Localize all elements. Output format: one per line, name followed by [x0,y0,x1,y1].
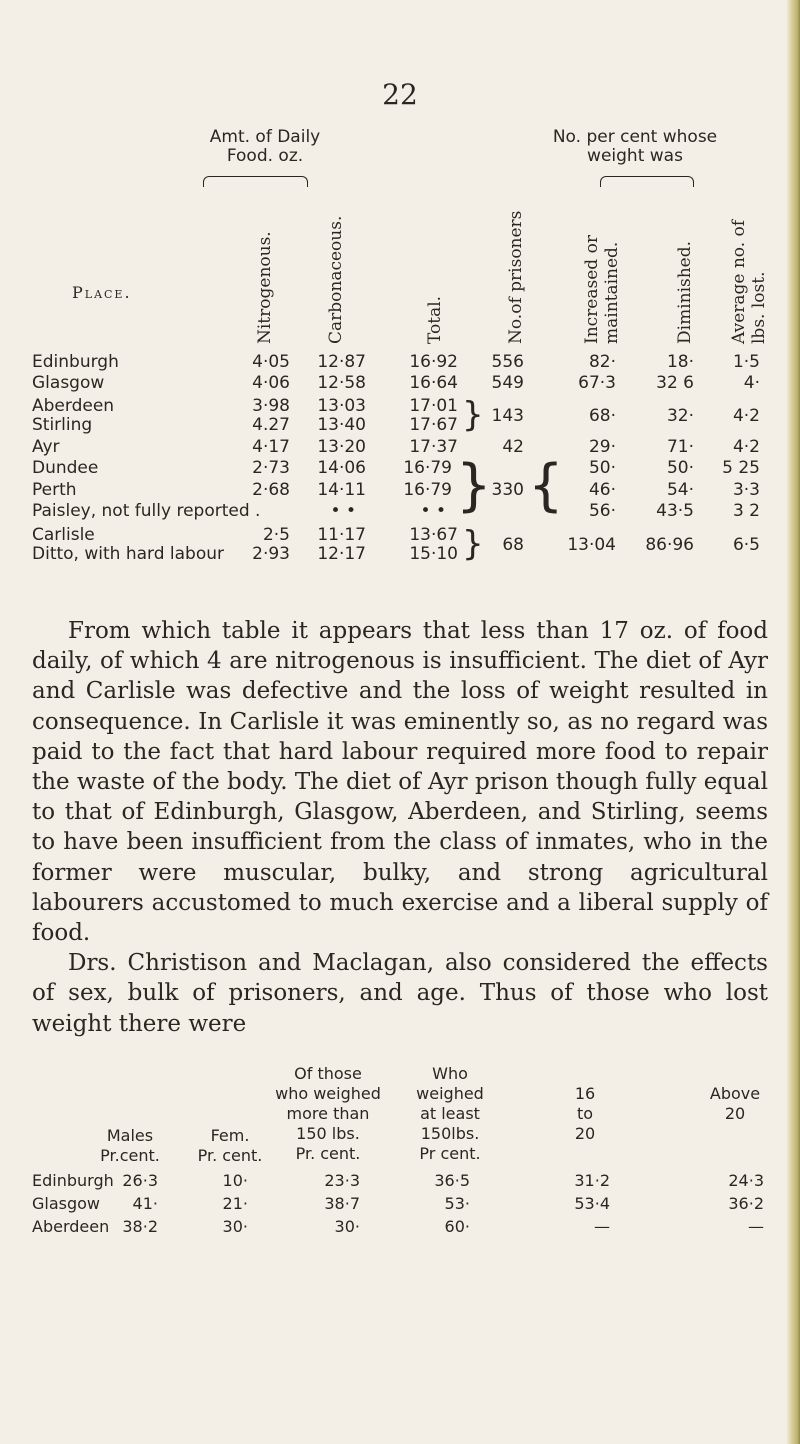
carbo-cell: 13·40 [317,415,366,435]
row-place: Carlisle [32,525,95,545]
brace-dundee-paisley-left: } [456,453,492,518]
average-cell: 4·2 [732,437,760,457]
carbonaceous-column-header: Carbonaceous. [326,215,346,344]
nitro-cell: 3·98 [252,396,290,416]
fem-cell: 30· [222,1217,248,1236]
nitro-cell: 2·5 [262,525,290,545]
males-cell: 38·2 [122,1217,158,1236]
average-cell: 5 25 [722,458,760,478]
row-place: Edinburgh [32,352,119,372]
nitrogenous-column-header: Nitrogenous. [255,231,275,344]
total-cell: 16·64 [409,373,458,393]
males-header: Males Pr.cent. [100,1126,160,1165]
average-cell: 4·2 [732,406,760,426]
prisoners-cell: 330 [491,480,524,500]
prisoners-cell: 143 [491,406,524,426]
carbo-cell: • • [330,501,356,521]
carbo-cell: 14·11 [317,480,366,500]
increased-cell: 46· [588,480,616,500]
nitro-cell: 4·17 [252,437,290,457]
males-cell: 26·3 [122,1171,158,1190]
diminished-cell: 71· [666,437,694,457]
above-20-header: Above 20 [709,1084,761,1123]
average-cell: 4· [743,373,760,393]
males-cell: 41· [132,1194,158,1213]
brace-carlisle: } [462,524,484,564]
total-column-header: Total. [425,295,445,344]
age16-cell: 53·4 [574,1194,610,1213]
diminished-cell: 32 6 [656,373,694,393]
fem-header: Fem. Pr. cent. [197,1126,263,1165]
body-text [32,616,768,1039]
page-edge [786,0,800,1444]
total-cell: 17·37 [409,437,458,457]
row-place: Glasgow [32,1194,101,1213]
nitro-cell: 2·93 [252,544,290,564]
row-place: Paisley, not fully reported . [32,501,261,521]
carbo-cell: 12·87 [317,352,366,372]
increased-cell: 68· [588,406,616,426]
total-cell: 13·67 [409,525,458,545]
total-cell: 15·10 [409,544,458,564]
least150-cell: 36·5 [434,1171,470,1190]
age16-cell: — [594,1217,610,1236]
prisoners-column-header: No.of prisoners [506,210,526,344]
carbo-cell: 13·20 [317,437,366,457]
row-place: Stirling [32,415,93,435]
carbo-cell: 12·58 [317,373,366,393]
increased-column-header-1: Increased or [582,235,602,344]
row-place: Ayr [32,437,60,457]
weight-brace [600,176,694,187]
average-cell: 6·5 [732,535,760,555]
average-cell: 1·5 [732,352,760,372]
row-place: Dundee [32,458,99,478]
carbo-cell: 13·03 [317,396,366,416]
total-cell: • • [420,501,446,521]
diminished-cell: 86·96 [645,535,694,555]
row-place: Aberdeen [32,396,115,416]
above20-cell: 24·3 [728,1171,764,1190]
least150-cell: 60· [444,1217,470,1236]
increased-cell: 82· [588,352,616,372]
fem-cell: 10· [222,1171,248,1190]
total-cell: 17·67 [409,415,458,435]
diminished-cell: 18· [666,352,694,372]
increased-cell: 67·3 [578,373,616,393]
daily-food-brace [203,176,308,187]
prisoners-cell: 42 [502,437,524,457]
age16-cell: 31·2 [574,1171,610,1190]
above20-cell: 36·2 [728,1194,764,1213]
over150-cell: 23·3 [324,1171,360,1190]
row-place: Aberdeen [32,1217,110,1236]
daily-food-header: Amt. of Daily Food. oz. [209,127,321,166]
average-column-header-1: Average no. of [729,219,749,344]
carbo-cell: 12·17 [317,544,366,564]
brace-aberdeen-stirling: } [462,395,484,435]
above20-cell: — [748,1217,764,1236]
brace-dundee-paisley-right: { [528,453,564,518]
prisoners-cell: 549 [491,373,524,393]
diminished-cell: 43·5 [656,501,694,521]
total-cell: 16·92 [409,352,458,372]
over150-cell: 30· [334,1217,360,1236]
increased-cell: 29· [588,437,616,457]
carbo-cell: 11·17 [317,525,366,545]
nitro-cell: 4.27 [252,415,290,435]
diminished-cell: 50· [666,458,694,478]
total-cell: 17·01 [409,396,458,416]
row-place: Glasgow [32,373,105,393]
prisoners-cell: 556 [491,352,524,372]
increased-cell: 50· [588,458,616,478]
increased-cell: 13·04 [567,535,616,555]
row-place: Ditto, with hard labour [32,544,224,564]
diminished-cell: 54· [666,480,694,500]
fem-cell: 21· [222,1194,248,1213]
increased-cell: 56· [588,501,616,521]
place-column-header: Place. [72,283,132,302]
average-cell: 3·3 [732,480,760,500]
who-weighed-header: Who weighed at least 150lbs. Pr cent. [416,1064,484,1163]
diminished-column-header: Diminished. [675,240,695,344]
weight-header: No. per cent whose weight was [552,127,718,166]
total-cell: 16·79 [403,480,452,500]
paragraph: From which table it appears that less than 17 oz. of food daily, of which 4 are nitrogenous is insufficient. The diet of Ayr and Carlisle was defective and the loss of weight resulted in consequence. In Carlisle it was eminently so, as no regard was paid to the fact that hard labour required more food to repair the waste of the body. The diet of Ayr prison though fully equal to that of Edinburgh, Glasgow, Aberdeen, and Stirling, seems to have been insufficient from the class of inmates, who in the former were muscular, bulky, and strong agricultural labourers accustomed to much exercise and a liberal supply of food. [32,618,768,947]
increased-column-header-2: maintained. [602,241,622,344]
prisoners-cell: 68 [502,535,524,555]
total-cell: 16·79 [403,458,452,478]
paragraph: Drs. Christison and Maclagan, also considered the effects of sex, bulk of prisoners, and age. Thus of those who lost weight there were [32,950,768,1037]
nitro-cell: 2·68 [252,480,290,500]
nitro-cell: 4·06 [252,373,290,393]
age-16-20-header: 16 to 20 [574,1084,596,1143]
row-place: Perth [32,480,77,500]
row-place: Edinburgh [32,1171,114,1190]
average-cell: 3 2 [732,501,760,521]
least150-cell: 53· [444,1194,470,1213]
diminished-cell: 32· [666,406,694,426]
of-those-header: Of those who weighed more than 150 lbs. Pr. cent. [275,1064,381,1163]
nitro-cell: 4·05 [252,352,290,372]
carbo-cell: 14·06 [317,458,366,478]
page-number: 22 [382,78,418,111]
over150-cell: 38·7 [324,1194,360,1213]
average-column-header-2: lbs. lost. [749,271,769,344]
nitro-cell: 2·73 [252,458,290,478]
